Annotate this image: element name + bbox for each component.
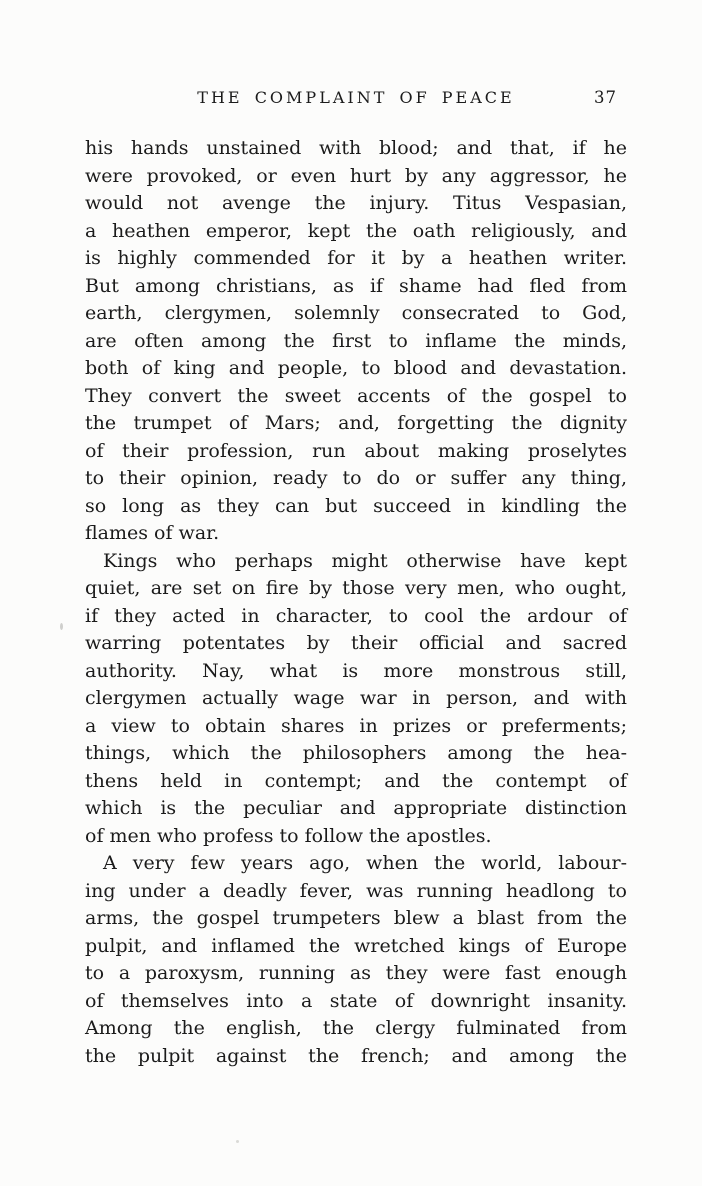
page-text <box>85 135 627 1070</box>
text-line: flames of war. <box>85 522 220 544</box>
text-line: warring potentates by their official and sacred <box>85 632 627 654</box>
text-line: of themselves into a state of downright insanity. <box>85 989 627 1012</box>
text-line: thens held in contempt; and the contempt of <box>85 769 627 792</box>
text-line: to their opinion, ready to do or suffer any thing, <box>85 467 627 489</box>
text-line: things, which the philosophers among the hea- <box>85 742 627 764</box>
text-line: Kings who perhaps might otherwise have kept <box>103 549 627 572</box>
page-number: 37 <box>594 88 617 107</box>
text-line: authority. Nay, what is more monstrous still, <box>85 659 627 682</box>
text-line: his hands unstained with blood; and that, if he <box>85 137 627 159</box>
text-line: a view to obtain shares in prizes or preferments; <box>85 714 627 737</box>
running-head <box>85 86 627 110</box>
text-line: clergymen actually wage war in person, and with <box>85 687 627 709</box>
text-line: of men who profess to follow the apostles. <box>85 824 492 847</box>
scan-speck <box>60 623 63 630</box>
scan-speck <box>431 1028 433 1030</box>
text-line: They convert the sweet accents of the gospel to <box>85 384 627 407</box>
text-line: ing under a deadly fever, was running headlong to <box>85 879 627 902</box>
text-line: But among christians, as if shame had fled from <box>85 274 627 297</box>
scan-speck <box>236 1140 239 1143</box>
text-line: would not avenge the injury. Titus Vespasian, <box>85 192 627 214</box>
text-line: the trumpet of Mars; and, forgetting the dignity <box>85 412 627 434</box>
text-line: Among the english, the clergy fulminated from <box>85 1017 627 1039</box>
text-line: of their profession, run about making proselytes <box>85 439 627 462</box>
text-line: so long as they can but succeed in kindling the <box>85 494 627 517</box>
text-line: is highly commended for it by a heathen writer. <box>85 247 627 269</box>
text-line: are often among the first to inflame the minds, <box>85 329 627 352</box>
text-line: were provoked, or even hurt by any aggressor, he <box>85 164 627 187</box>
text-line: to a paroxysm, running as they were fast enough <box>85 962 627 984</box>
text-line: earth, clergymen, solemnly consecrated to God, <box>85 302 627 324</box>
text-line: the pulpit against the french; and among the <box>85 1044 627 1067</box>
text-line: a heathen emperor, kept the oath religiously, and <box>85 219 627 242</box>
text-line: pulpit, and inflamed the wretched kings of Europe <box>85 934 627 957</box>
text-line: quiet, are set on fire by those very men, who ought, <box>85 577 627 599</box>
text-line: A very few years ago, when the world, labour- <box>103 852 627 874</box>
text-line: which is the peculiar and appropriate distinction <box>85 797 627 819</box>
text-line: both of king and people, to blood and devastation. <box>85 357 627 379</box>
text-line: arms, the gospel trumpeters blew a blast from the <box>85 907 627 929</box>
page-title: THE COMPLAINT OF PEACE <box>197 88 515 107</box>
text-line: if they acted in character, to cool the ardour of <box>85 604 627 627</box>
